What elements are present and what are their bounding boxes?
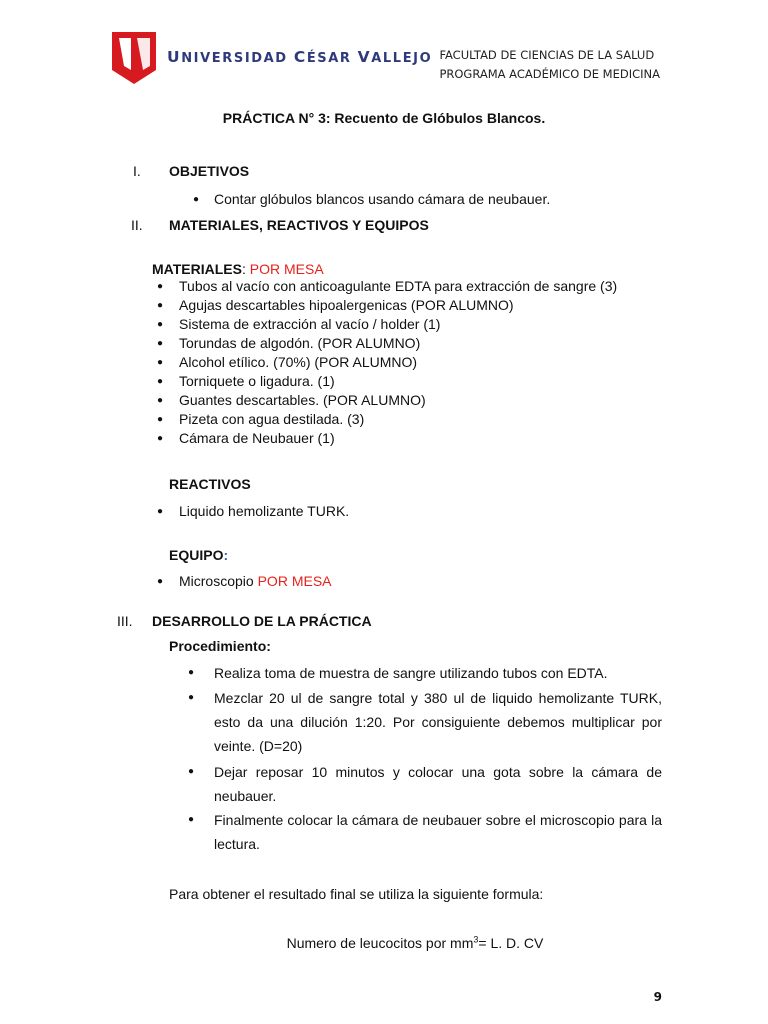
section-title-objetivos: OBJETIVOS bbox=[169, 163, 250, 179]
section-title-desarrollo: DESARROLLO DE LA PRÁCTICA bbox=[152, 613, 372, 629]
list-item: ● Alcohol etílico. (70%) (POR ALUMNO) bbox=[157, 354, 418, 370]
list-item: ● Agujas descartables hipoalergenicas (POR ALUMNO) bbox=[157, 297, 514, 313]
equipo-heading: EQUIPO: bbox=[169, 547, 229, 563]
procedure-step: ● Finalmente colocar la cámara de neubauer sobre el microscopio para la lectura. bbox=[191, 808, 662, 856]
list-item: ● Sistema de extracción al vacío / holder (1) bbox=[157, 316, 441, 332]
faculty-heading bbox=[439, 46, 660, 84]
bullet-icon: ● bbox=[193, 194, 200, 205]
formula-intro: Para obtener el resultado final se utiliza la siguiente formula: bbox=[169, 886, 544, 902]
bullet-icon: ● bbox=[157, 576, 164, 587]
materiales-note: POR MESA bbox=[249, 261, 324, 277]
materiales-heading: MATERIALES: POR MESA bbox=[152, 261, 324, 277]
section-number: I. bbox=[133, 163, 141, 179]
list-item: ● Pizeta con agua destilada. (3) bbox=[157, 411, 365, 427]
list-item: ● Cámara de Neubauer (1) bbox=[157, 430, 335, 446]
university-logo bbox=[110, 30, 158, 86]
bullet-icon: ● bbox=[157, 506, 164, 517]
section-number: III. bbox=[117, 613, 133, 629]
list-item: ● Tubos al vacío con anticoagulante EDTA para extracción de sangre (3) bbox=[157, 278, 618, 294]
bullet-icon: ● bbox=[188, 766, 195, 777]
bullet-icon: ● bbox=[157, 281, 164, 292]
procedure-step: ● Realiza toma de muestra de sangre utilizando tubos con EDTA. bbox=[191, 661, 662, 685]
page-number: 9 bbox=[653, 990, 662, 1004]
bullet-icon: ● bbox=[157, 357, 164, 368]
procedimiento-heading: Procedimiento: bbox=[169, 638, 271, 654]
bullet-icon: ● bbox=[157, 414, 164, 425]
bullet-icon: ● bbox=[188, 692, 195, 703]
section-number: II. bbox=[131, 217, 143, 233]
list-item: ● Torniquete o ligadura. (1) bbox=[157, 373, 335, 389]
faculty-line: FACULTAD DE CIENCIAS DE LA SALUD bbox=[439, 48, 655, 62]
materials-list bbox=[157, 277, 657, 448]
bullet-icon: ● bbox=[157, 395, 164, 406]
program-line: PROGRAMA ACADÉMICO DE MEDICINA bbox=[439, 67, 660, 81]
reactivos-heading: REACTIVOS bbox=[169, 476, 251, 492]
procedure-step: ● Mezclar 20 ul de sangre total y 380 ul de liquido hemolizante TURK, esto da una dilución 1:20. Por consiguiente debemos multiplicar por veinte. (D=20) bbox=[191, 686, 662, 758]
equipo-note: POR MESA bbox=[257, 573, 332, 589]
practice-title: PRÁCTICA N° 3: Recuento de Glóbulos Blancos. bbox=[222, 110, 546, 126]
formula: Numero de leucocitos por $mm^3= L$. D. CV bbox=[286, 934, 544, 951]
bullet-icon: ● bbox=[188, 814, 195, 825]
list-item: ● Torundas de algodón. (POR ALUMNO) bbox=[157, 335, 421, 351]
bullet-icon: ● bbox=[157, 319, 164, 330]
list-item: ● Guantes descartables. (POR ALUMNO) bbox=[157, 392, 426, 408]
bullet-icon: ● bbox=[157, 338, 164, 349]
university-name: UNIVERSIDAD CÉSAR VALLEJO bbox=[167, 48, 433, 66]
section-title-materiales: MATERIALES, REACTIVOS Y EQUIPOS bbox=[169, 217, 429, 233]
bullet-icon: ● bbox=[157, 433, 164, 444]
bullet-icon: ● bbox=[157, 376, 164, 387]
procedure-step: ● Dejar reposar 10 minutos y colocar una gota sobre la cámara de neubauer. bbox=[191, 760, 662, 808]
bullet-icon: ● bbox=[188, 667, 195, 678]
bullet-icon: ● bbox=[157, 300, 164, 311]
